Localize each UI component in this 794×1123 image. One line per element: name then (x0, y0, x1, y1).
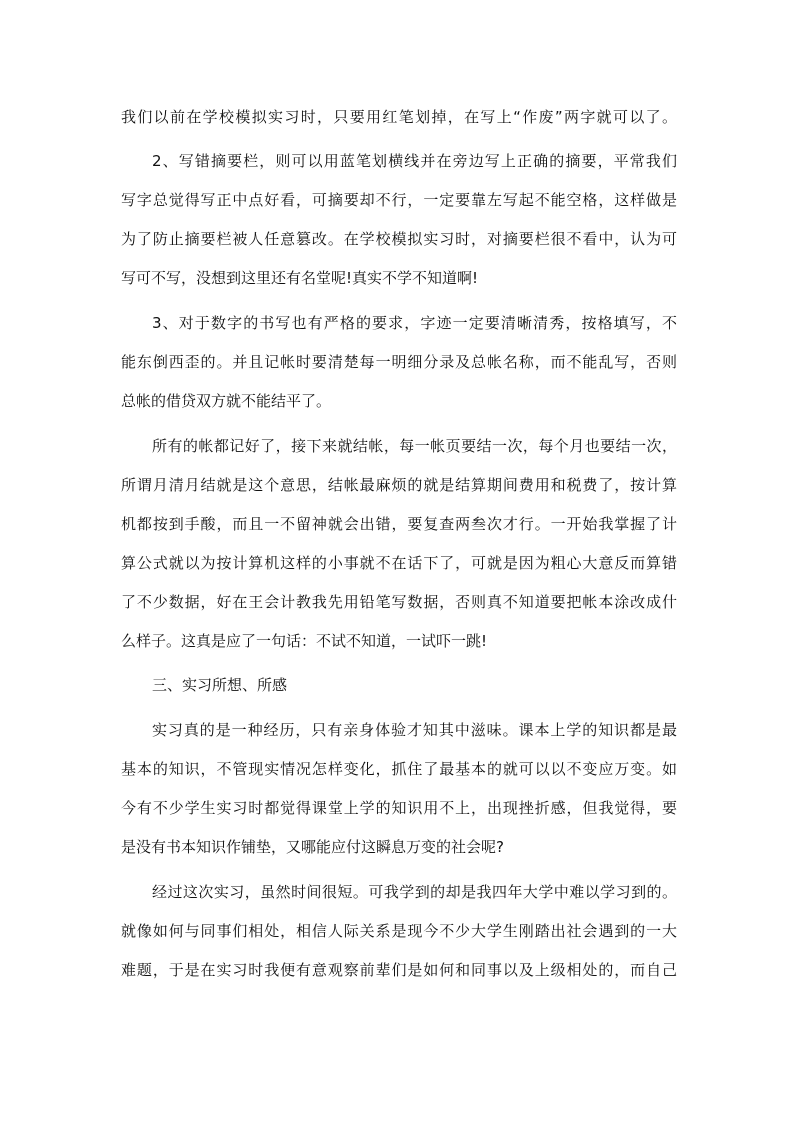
paragraph-line: 实习真的是一种经历，只有亲身体验才知其中滋味。课本上学的知识都是最 (152, 721, 677, 739)
paragraph-line: 总帐的借贷双方就不能结平了。 (121, 392, 332, 410)
paragraph-line: 写字总觉得写正中点好看，可摘要却不行，一定要靠左写起不能空格，这样做是 (121, 191, 677, 209)
paragraph-line: 是没有书本知识作铺垫，又哪能应付这瞬息万变的社会呢? (121, 838, 504, 856)
section-heading: 三、实习所想、所感 (152, 676, 288, 694)
paragraph-line: 就像如何与同事们相处，相信人际关系是现今不少大学生刚踏出社会遇到的一大 (121, 922, 677, 940)
paragraph-line: 为了防止摘要栏被人任意篡改。在学校模拟实习时，对摘要栏很不看中，认为可 (121, 230, 677, 248)
paragraph-line: 我们以前在学校模拟实习时，只要用红笔划掉，在写上“作废”两字就可以了。 (121, 108, 677, 126)
paragraph-line: 基本的知识，不管现实情况怎样变化，抓住了最基本的就可以以不变应万变。如 (121, 760, 677, 778)
paragraph-line: 能东倒西歪的。并且记帐时要清楚每一明细分录及总帐名称，而不能乱写，否则 (121, 353, 677, 371)
paragraph-line: 难题，于是在实习时我便有意观察前辈们是如何和同事以及上级相处的，而自己 (121, 961, 677, 979)
paragraph-line: 2、写错摘要栏，则可以用蓝笔划横线并在旁边写上正确的摘要，平常我们 (152, 152, 677, 170)
paragraph-line: 机都按到手酸，而且一不留神就会出错，要复查两叁次才行。一开始我掌握了计 (121, 515, 677, 533)
paragraph-line: 么样子。这真是应了一句话：不试不知道，一试吓一跳! (121, 632, 488, 650)
paragraph-line: 了不少数据，好在王会计教我先用铅笔写数据，否则真不知道要把帐本涂改成什 (121, 593, 677, 611)
paragraph-line: 所有的帐都记好了，接下来就结帐，每一帐页要结一次，每个月也要结一次， (152, 437, 677, 455)
paragraph-line: 所谓月清月结就是这个意思，结帐最麻烦的就是结算期间费用和税费了，按计算 (121, 476, 677, 494)
paragraph-line: 经过这次实习，虽然时间很短。可我学到的却是我四年大学中难以学习到的。 (152, 883, 677, 901)
paragraph-line: 写可不写，没想到这里还有名堂呢!真实不学不知道啊! (121, 269, 479, 287)
paragraph-line: 今有不少学生实习时都觉得课堂上学的知识用不上，出现挫折感，但我觉得，要 (121, 799, 677, 817)
paragraph-line: 3、对于数字的书写也有严格的要求，字迹一定要清晰清秀，按格填写，不 (152, 314, 677, 332)
paragraph-line: 算公式就以为按计算机这样的小事就不在话下了，可就是因为粗心大意反而算错 (121, 554, 677, 572)
